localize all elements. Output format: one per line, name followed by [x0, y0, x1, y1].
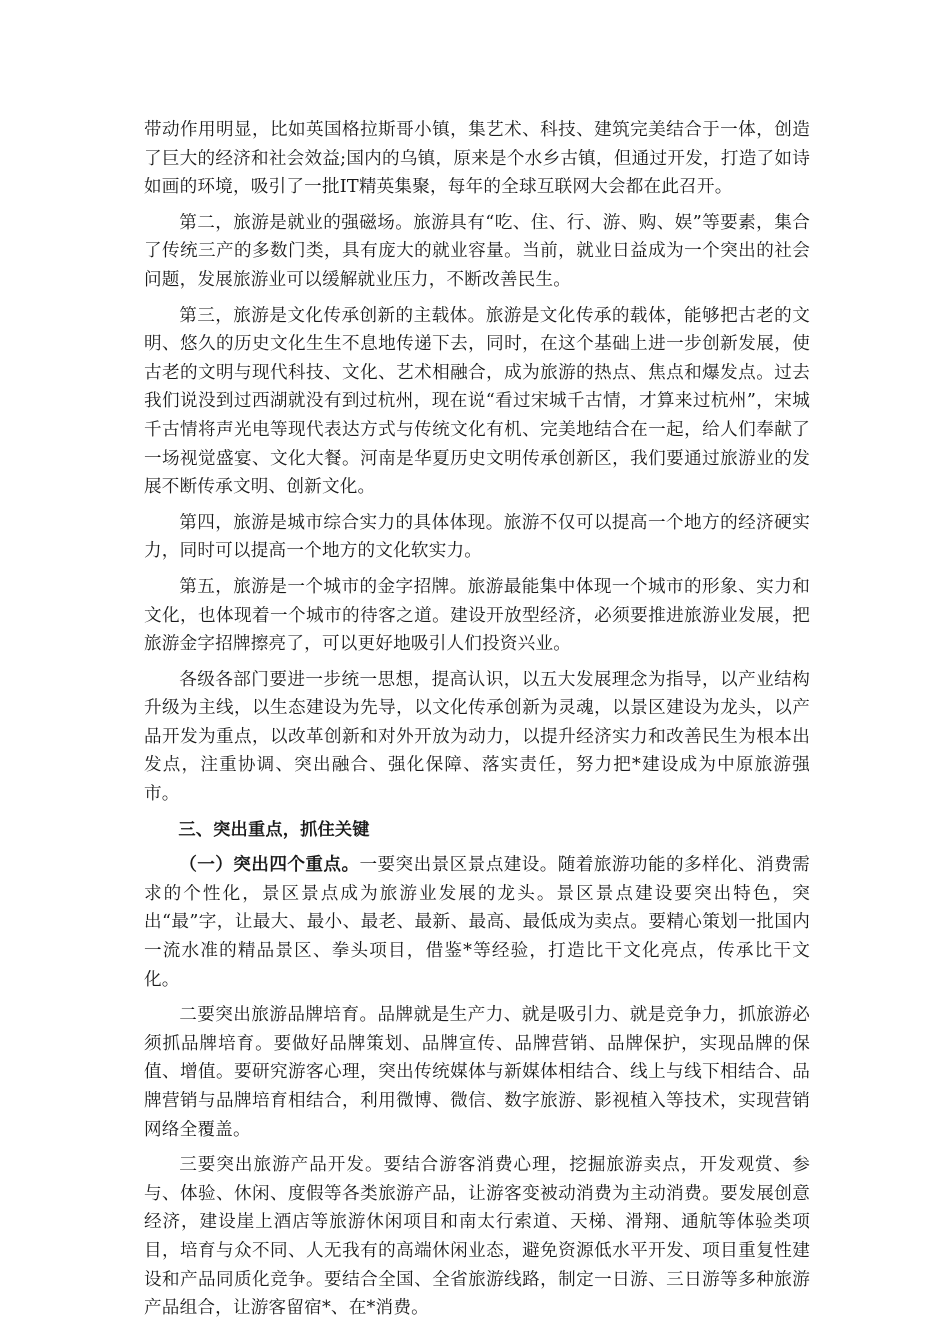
paragraph-fifth-point: 第五，旅游是一个城市的金字招牌。旅游最能集中体现一个城市的形象、实力和文化，也体现着一个城市的待客之道。建设开放型经济，必须要推进旅游业发展，把旅游金字招牌擦亮了，可以更好地吸引人们投资兴业。 [144, 576, 810, 655]
paragraph-fourth-point: 第四，旅游是城市综合实力的具体体现。旅游不仅可以提高一个地方的经济硬实力，同时可以提高一个地方的文化软实力。 [144, 512, 810, 562]
paragraph-subsection-one [144, 851, 810, 994]
paragraph-second-point: 第二，旅游是就业的强磁场。旅游具有“吃、住、行、游、购、娱”等要素，集合了传统三产的多数门类，具有庞大的就业容量。当前，就业日益成为一个突出的社会问题，发展旅游业可以缓解就业压力，不断改善民生。 [144, 212, 810, 290]
paragraph-third-point: 第三，旅游是文化传承创新的主载体。旅游是文化传承的载体，能够把古老的文明、悠久的历史文化生生不息地传递下去，同时，在这个基础上进一步创新发展，使古老的文明与现代科技、文化、艺术相融合，成为旅游的热点、焦点和爆发点。过去我们说没到过西湖就没有到过杭州，现在说“看过宋城千古情，才算来过杭州”，宋城千古情将声光电等现代表达方式与传统文化有机、完美地结合在一起，给人们奉献了一场视觉盛宴、文化大餐。河南是华夏历史文明传承创新区，我们要通过旅游业的发展不断传承文明、创新文化。 [144, 305, 810, 498]
document-page [144, 116, 810, 1330]
subsection-lead: （一）突出四个重点。 [179, 855, 360, 876]
paragraph-brand-cultivation: 二要突出旅游品牌培育。品牌就是生产力、就是吸引力、就是竞争力，抓旅游必须抓品牌培育。要做好品牌策划、品牌宣传、品牌营销、品牌保护，实现品牌的保值、增值。要研究游客心理，突出传统媒体与新媒体相结合、线上与线下相结合、品牌营销与品牌培育相结合，利用微博、微信、数字旅游、影视植入等技术，实现营销网络全覆盖。 [144, 1005, 810, 1140]
paragraph-summary: 各级各部门要进一步统一思想，提高认识，以五大发展理念为指导，以产业结构升级为主线，以生态建设为先导，以文化传承创新为灵魂，以景区建设为龙头，以产品开发为重点，以改革创新和对外开放为动力，以提升经济实力和改善民生为根本出发点，注重协调、突出融合、强化保障、落实责任，努力把*建设成为中原旅游强市。 [144, 669, 810, 805]
subsection-text: 一要突出景区景点建设。随着旅游功能的多样化、消费需求的个性化，景区景点成为旅游业发展的龙头。景区景点建设要突出特色，突出“最”字，让最大、最小、最老、最新、最高、最低成为卖点。要精心策划一批国内一流水准的精品景区、拳头项目，借鉴*等经验，打造比干文化亮点，传承比干文化。 [144, 855, 810, 990]
paragraph-product-development: 三要突出旅游产品开发。要结合游客消费心理，挖掘旅游卖点，开发观赏、参与、体验、休闲、度假等各类旅游产品，让游客变被动消费为主动消费。要发展创意经济，建设崖上酒店等旅游休闲项目和南太行索道、天梯、滑翔、通航等体验类项目，培育与众不同、人无我有的高端休闲业态，避免资源低水平开发、项目重复性建设和产品同质化竞争。要结合全国、全省旅游线路，制定一日游、三日游等多种旅游产品组合，让游客留宿*、在*消费。 [144, 1155, 810, 1319]
paragraph-continuation: 带动作用明显，比如英国格拉斯哥小镇，集艺术、科技、建筑完美结合于一体，创造了巨大的经济和社会效益;国内的乌镇，原来是个水乡古镇，但通过开发，打造了如诗如画的环境，吸引了一批IT精英集聚，每年的全球互联网大会都在此召开。 [144, 120, 810, 198]
section-heading: 三、突出重点，抓住关键 [178, 819, 370, 840]
